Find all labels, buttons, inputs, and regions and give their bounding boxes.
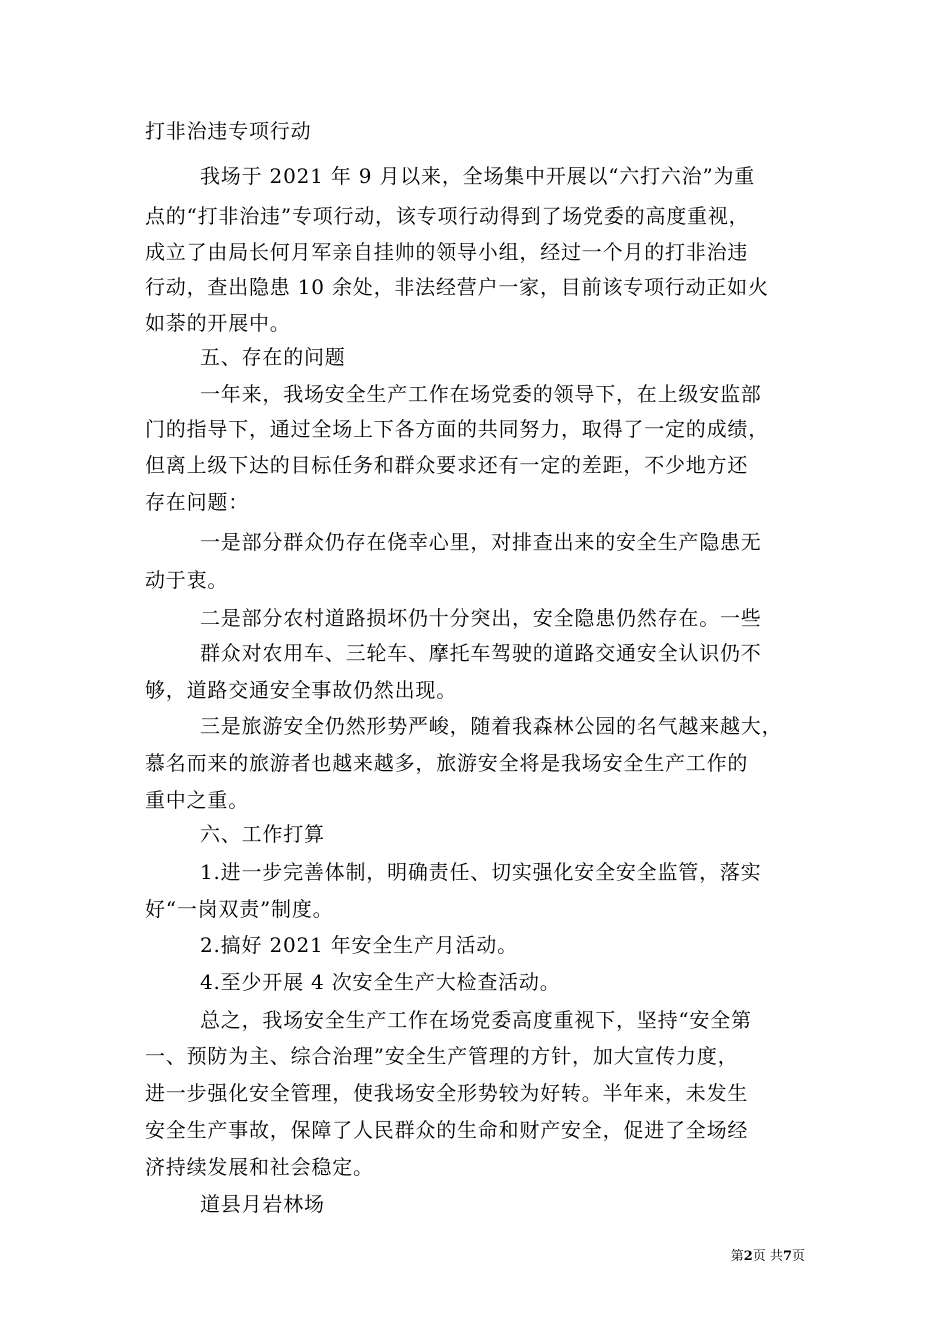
text-line: 慕名而来的旅游者也越来越多，旅游安全将是我场安全生产工作的 <box>145 751 749 775</box>
footer-suffix: 页 <box>791 1249 805 1264</box>
text-line: 一年来，我场安全生产工作在场党委的领导下，在上级安监部 <box>200 382 762 406</box>
text-line: 存在问题： <box>145 490 249 514</box>
section-heading: 五、存在的问题 <box>200 345 346 369</box>
text-line: 但离上级下达的目标任务和群众要求还有一定的差距，不少地方还 <box>145 453 749 477</box>
text-line: 门的指导下，通过全场上下各方面的共同努力，取得了一定的成绩， <box>145 417 769 441</box>
text-line: 动于衷。 <box>145 568 229 592</box>
text-line: 重中之重。 <box>145 788 249 812</box>
page-footer <box>731 1248 805 1266</box>
text-line: 2.搞好 2021 年安全生产月活动。 <box>200 933 518 957</box>
text-line: 二是部分农村道路损坏仍十分突出，安全隐患仍然存在。一些 <box>200 606 762 630</box>
text-line: 三是旅游安全仍然形势严峻，随着我森林公园的名气越来越大， <box>200 714 783 738</box>
text-line: 我场于 2021 年 9 月以来，全场集中开展以“六打六治”为重 <box>200 164 756 188</box>
text-line: 总之，我场安全生产工作在场党委高度重视下，坚持“安全第 <box>200 1008 752 1032</box>
text-line: 成立了由局长何月军亲自挂帅的领导小组，经过一个月的打非治违 <box>145 240 749 264</box>
footer-middle: 页 共 <box>752 1249 783 1264</box>
text-line: 群众对农用车、三轮车、摩托车驾驶的道路交通安全认识仍不 <box>200 641 762 665</box>
text-line: 如荼的开展中。 <box>145 311 291 335</box>
section-heading: 六、工作打算 <box>200 822 325 846</box>
current-page-number: 2 <box>743 1249 753 1264</box>
text-line: 1.进一步完善体制，明确责任、切实强化安全安全监管，落实 <box>200 860 762 884</box>
text-line: 安全生产事故，保障了人民群众的生命和财产安全，促进了全场经 <box>145 1118 749 1142</box>
text-line: 一是部分群众仍存在侥幸心里，对排查出来的安全生产隐患无 <box>200 530 762 554</box>
text-line: 好“一岗双责”制度。 <box>145 897 334 921</box>
total-page-number: 7 <box>782 1249 792 1264</box>
text-line: 打非治违专项行动 <box>145 119 312 143</box>
text-line: 进一步强化安全管理，使我场安全形势较为好转。半年来，未发生 <box>145 1081 749 1105</box>
text-line: 行动，查出隐患 10 余处，非法经营户一家，目前该专项行动正如火 <box>145 275 769 299</box>
text-line: 4.至少开展 4 次安全生产大检查活动。 <box>200 970 561 994</box>
text-line: 一、预防为主、综合治理”安全生产管理的方针，加大宣传力度， <box>145 1044 739 1068</box>
text-line: 济持续发展和社会稳定。 <box>145 1155 374 1179</box>
signature-line: 道县月岩林场 <box>200 1192 325 1216</box>
footer-prefix: 第 <box>730 1249 744 1264</box>
text-line: 够，道路交通安全事故仍然出现。 <box>145 678 457 702</box>
text-line: 点的“打非治违”专项行动，该专项行动得到了场党委的高度重视， <box>145 204 750 228</box>
